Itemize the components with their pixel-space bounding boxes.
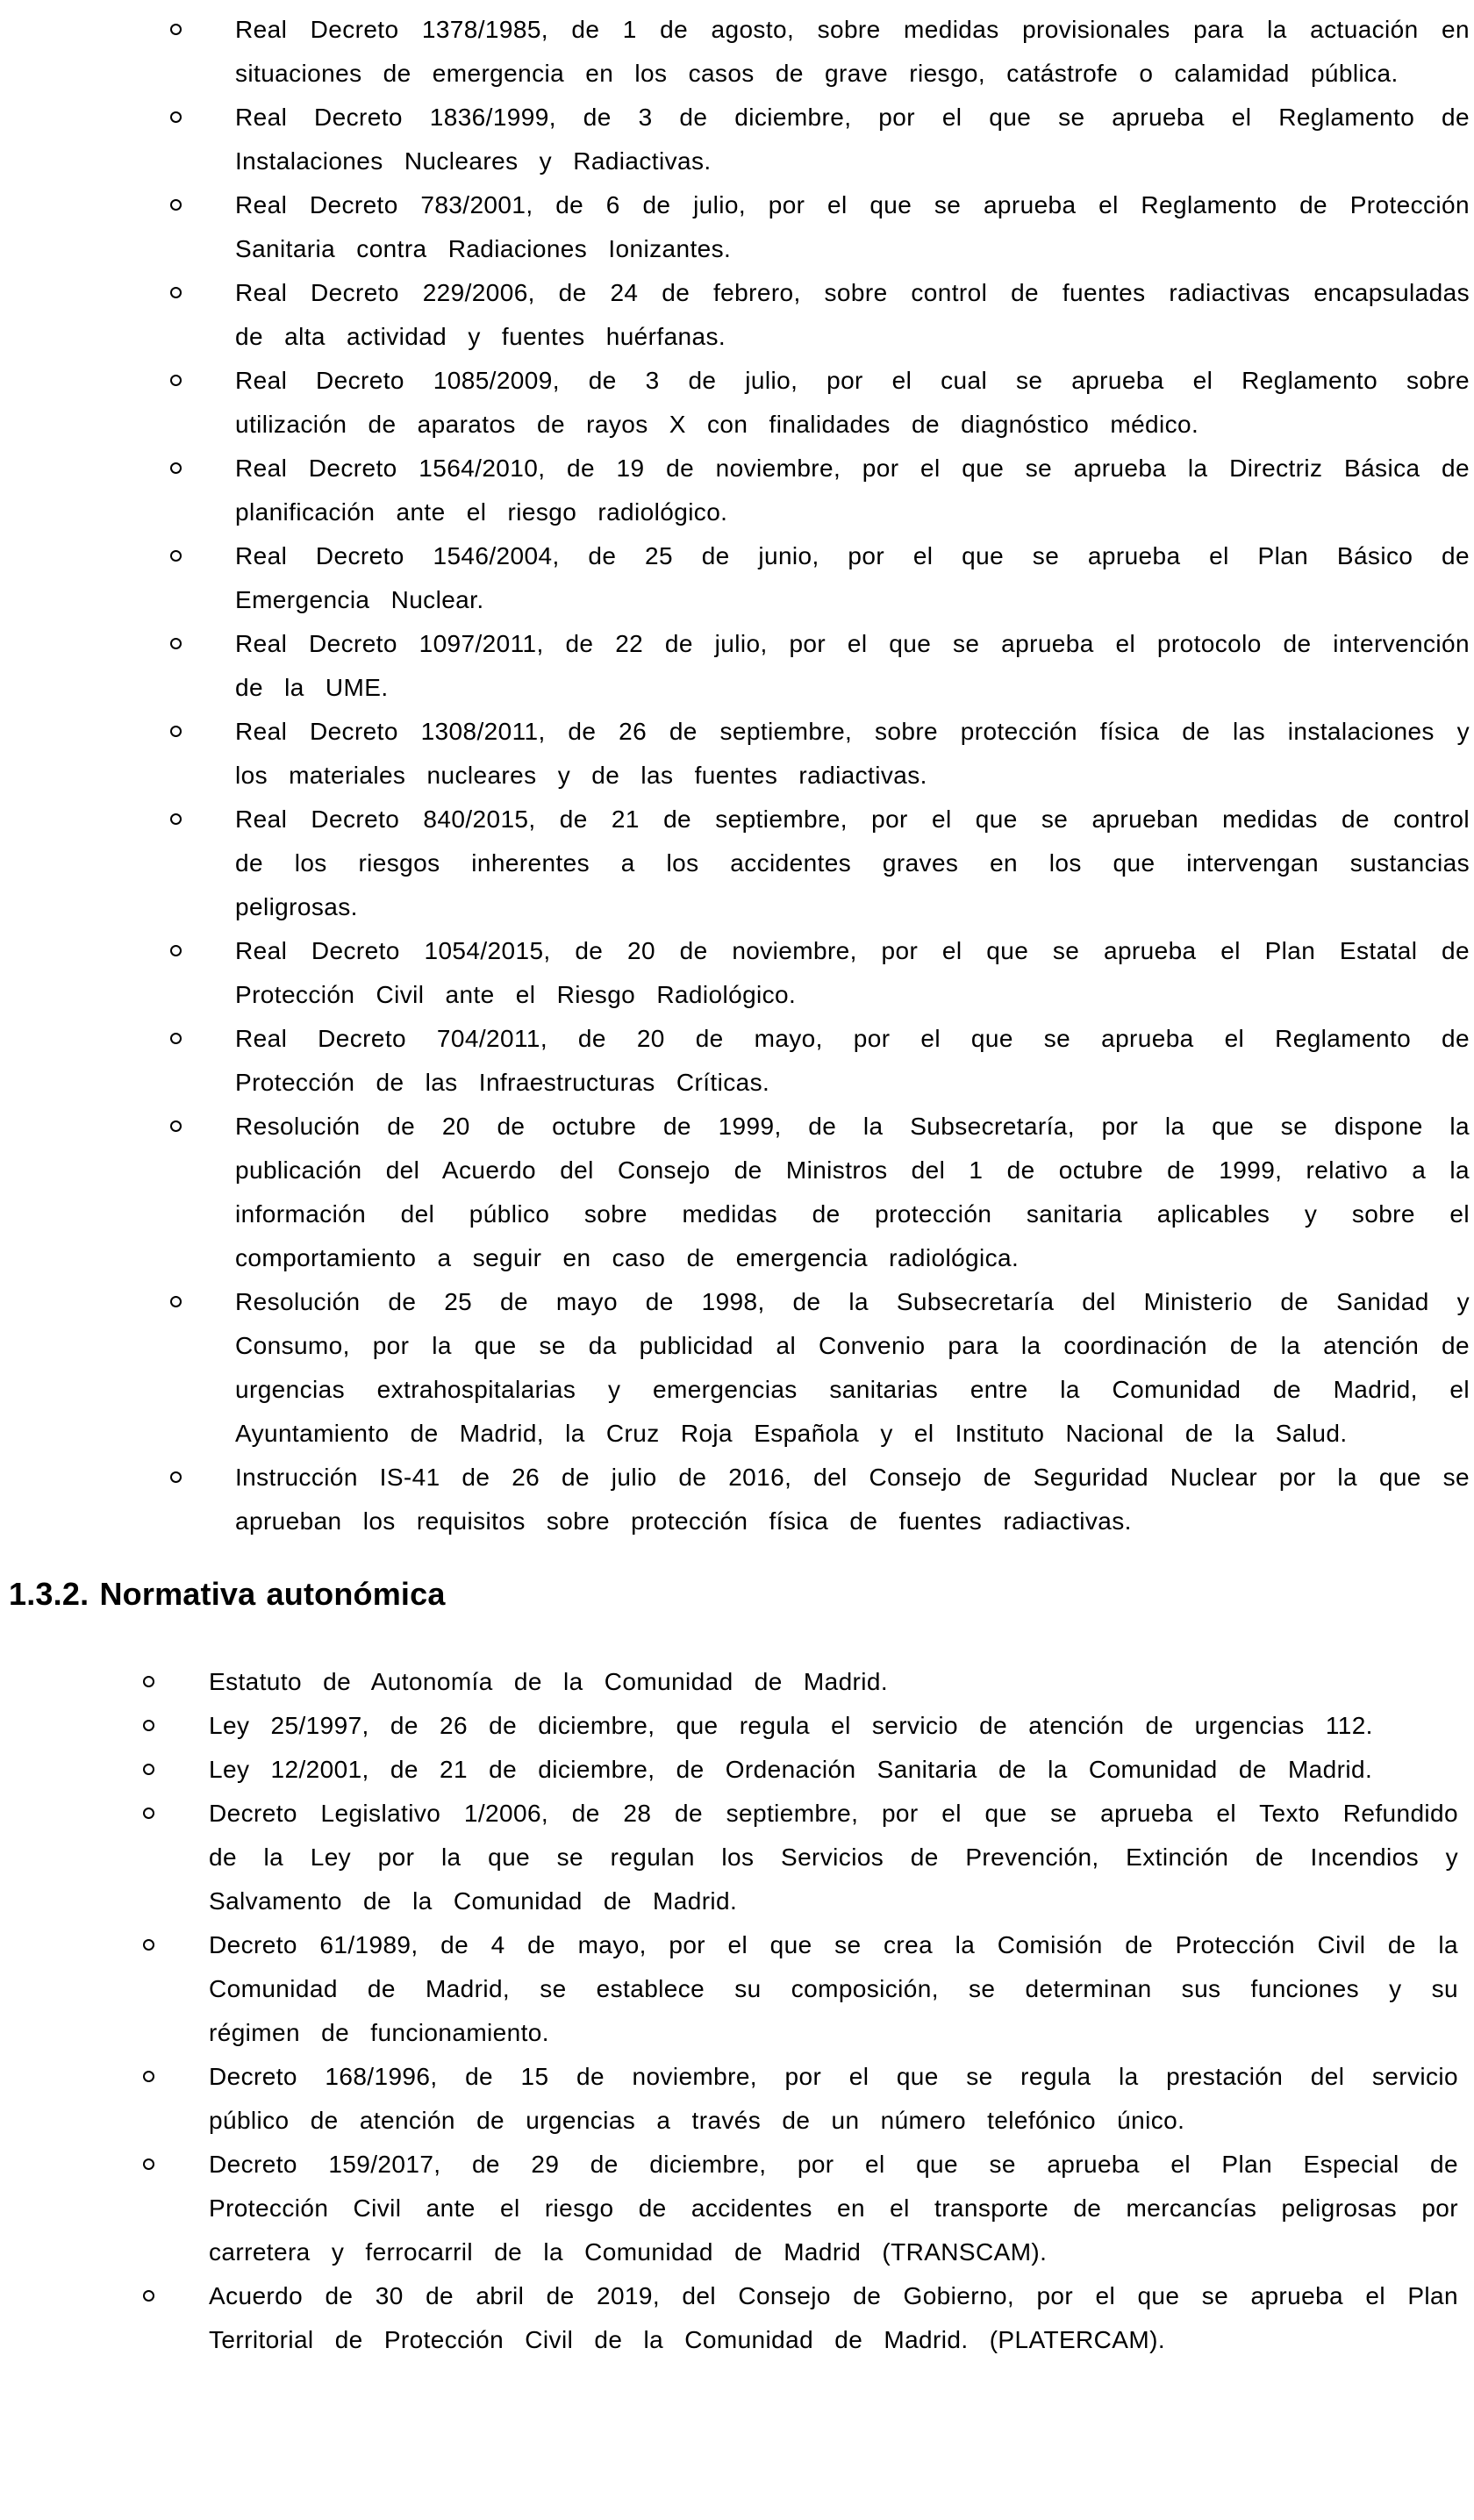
hollow-circle-bullet-icon xyxy=(170,1471,182,1483)
hollow-circle-bullet-icon xyxy=(170,287,182,298)
hollow-circle-bullet-icon xyxy=(170,462,182,474)
list-item-text: Resolución de 20 de octubre de 1999, de la Subsecretaría, por la que se dispone la publicación del Acuerdo del Consejo de Ministros del 1 de octubre de 1999, relativo a la información del público sobre medidas de protección sanitaria aplicables y sobre el comportamiento a seguir en caso de emergencia radiológica. xyxy=(235,1113,1470,1271)
list-item xyxy=(0,798,1474,929)
hollow-circle-bullet-icon xyxy=(170,550,182,562)
list-item-text: Real Decreto 1546/2004, de 25 de junio, por el que se aprueba el Plan Básico de Emergencia Nuclear. xyxy=(235,542,1470,613)
list-item-text: Ley 25/1997, de 26 de diciembre, que regula el servicio de atención de urgencias 112. xyxy=(209,1712,1373,1739)
list-item-text: Decreto Legislativo 1/2006, de 28 de septiembre, por el que se aprueba el Texto Refundido de la Ley por la que se regulan los Servicios de Prevención, Extinción de Incendios y Salvamento de la Comunidad de Madrid. xyxy=(209,1800,1458,1915)
hollow-circle-bullet-icon xyxy=(170,24,182,35)
hollow-circle-bullet-icon xyxy=(170,945,182,956)
list-item-text: Real Decreto 1564/2010, de 19 de noviembre, por el que se aprueba la Directriz Básica de planificación ante el riesgo radiológico. xyxy=(235,455,1470,526)
list-item-text: Decreto 61/1989, de 4 de mayo, por el que se crea la Comisión de Protección Civil de la Comunidad de Madrid, se establece su composición, se determinan sus funciones y su régimen de funcionamiento. xyxy=(209,1931,1458,2046)
list-item xyxy=(0,1748,1474,1792)
list-item xyxy=(0,534,1474,622)
bulleted-list-top xyxy=(0,8,1474,1543)
list-item xyxy=(0,8,1474,96)
list-item-text: Decreto 159/2017, de 29 de diciembre, por el que se aprueba el Plan Especial de Protección Civil ante el riesgo de accidentes en el transporte de mercancías peligrosas por carretera y ferrocarril de la Comunidad de Madrid (TRANSCAM). xyxy=(209,2151,1458,2266)
list-item-text: Ley 12/2001, de 21 de diciembre, de Ordenación Sanitaria de la Comunidad de Madrid. xyxy=(209,1756,1373,1783)
list-item xyxy=(0,710,1474,798)
list-item-text: Acuerdo de 30 de abril de 2019, del Consejo de Gobierno, por el que se aprueba el Plan Territorial de Protección Civil de la Comunidad de Madrid. (PLATERCAM). xyxy=(209,2282,1458,2353)
list-item xyxy=(0,359,1474,447)
list-item xyxy=(0,1105,1474,1280)
list-item-text: Instrucción IS-41 de 26 de julio de 2016, del Consejo de Seguridad Nuclear por la que se aprueban los requisitos sobre protección física de fuentes radiactivas. xyxy=(235,1464,1470,1535)
hollow-circle-bullet-icon xyxy=(170,1120,182,1132)
hollow-circle-bullet-icon xyxy=(170,1033,182,1044)
hollow-circle-bullet-icon xyxy=(170,199,182,211)
hollow-circle-bullet-icon xyxy=(170,726,182,737)
list-item xyxy=(0,96,1474,183)
hollow-circle-bullet-icon xyxy=(143,1939,154,1951)
list-item-text: Real Decreto 1097/2011, de 22 de julio, por el que se aprueba el protocolo de intervención de la UME. xyxy=(235,630,1470,701)
list-item-text: Resolución de 25 de mayo de 1998, de la Subsecretaría del Ministerio de Sanidad y Consumo, por la que se da publicidad al Convenio para la coordinación de la atención de urgencias extrahospitalarias y emergencias sanitarias entre la Comunidad de Madrid, el Ayuntamiento de Madrid, la Cruz Roja Española y el Instituto Nacional de la Salud. xyxy=(235,1288,1470,1447)
list-item-text: Real Decreto 783/2001, de 6 de julio, por el que se aprueba el Reglamento de Protección Sanitaria contra Radiaciones Ionizantes. xyxy=(235,191,1470,262)
list-item-text: Real Decreto 1308/2011, de 26 de septiembre, sobre protección física de las instalaciones y los materiales nucleares y de las fuentes radiactivas. xyxy=(235,718,1470,789)
hollow-circle-bullet-icon xyxy=(170,813,182,825)
list-item xyxy=(0,2274,1474,2362)
hollow-circle-bullet-icon xyxy=(143,2158,154,2170)
list-item xyxy=(0,2055,1474,2143)
list-item-text: Real Decreto 840/2015, de 21 de septiembre, por el que se aprueban medidas de control de los riesgos inherentes a los accidentes graves en los que intervengan sustancias peligrosas. xyxy=(235,805,1470,920)
list-item-text: Real Decreto 1836/1999, de 3 de diciembre, por el que se aprueba el Reglamento de Instalaciones Nucleares y Radiactivas. xyxy=(235,104,1470,175)
hollow-circle-bullet-icon xyxy=(143,1720,154,1731)
list-item xyxy=(0,1792,1474,1923)
hollow-circle-bullet-icon xyxy=(143,1808,154,1819)
list-item-text: Real Decreto 229/2006, de 24 de febrero, sobre control de fuentes radiactivas encapsuladas de alta actividad y fuentes huérfanas. xyxy=(235,279,1470,350)
list-item xyxy=(0,1456,1474,1543)
hollow-circle-bullet-icon xyxy=(143,2071,154,2082)
list-item xyxy=(0,183,1474,271)
hollow-circle-bullet-icon xyxy=(170,111,182,123)
list-item-text: Decreto 168/1996, de 15 de noviembre, por el que se regula la prestación del servicio público de atención de urgencias a través de un número telefónico único. xyxy=(209,2063,1458,2134)
list-item xyxy=(0,271,1474,359)
list-item-text: Real Decreto 1378/1985, de 1 de agosto, sobre medidas provisionales para la actuación en situaciones de emergencia en los casos de grave riesgo, catástrofe o calamidad pública. xyxy=(235,16,1470,87)
list-item-text: Real Decreto 1054/2015, de 20 de noviembre, por el que se aprueba el Plan Estatal de Protección Civil ante el Riesgo Radiológico. xyxy=(235,937,1470,1008)
list-item xyxy=(0,2143,1474,2274)
hollow-circle-bullet-icon xyxy=(170,375,182,386)
hollow-circle-bullet-icon xyxy=(143,1764,154,1775)
section-heading: 1.3.2. Normativa autonómica xyxy=(9,1576,446,1612)
list-item xyxy=(0,929,1474,1017)
list-item xyxy=(0,1280,1474,1456)
list-item xyxy=(0,1660,1474,1704)
list-item xyxy=(0,1923,1474,2055)
list-item xyxy=(0,1017,1474,1105)
list-item xyxy=(0,1704,1474,1748)
list-item xyxy=(0,447,1474,534)
list-item-text: Real Decreto 704/2011, de 20 de mayo, por el que se aprueba el Reglamento de Protección de las Infraestructuras Críticas. xyxy=(235,1025,1470,1096)
list-item-text: Real Decreto 1085/2009, de 3 de julio, por el cual se aprueba el Reglamento sobre utilización de aparatos de rayos X con finalidades de diagnóstico médico. xyxy=(235,367,1470,438)
hollow-circle-bullet-icon xyxy=(170,638,182,649)
hollow-circle-bullet-icon xyxy=(170,1296,182,1307)
list-item-text: Estatuto de Autonomía de la Comunidad de Madrid. xyxy=(209,1668,889,1695)
hollow-circle-bullet-icon xyxy=(143,1676,154,1687)
bulleted-list-autonomica xyxy=(0,1660,1474,2362)
list-item xyxy=(0,622,1474,710)
hollow-circle-bullet-icon xyxy=(143,2290,154,2302)
